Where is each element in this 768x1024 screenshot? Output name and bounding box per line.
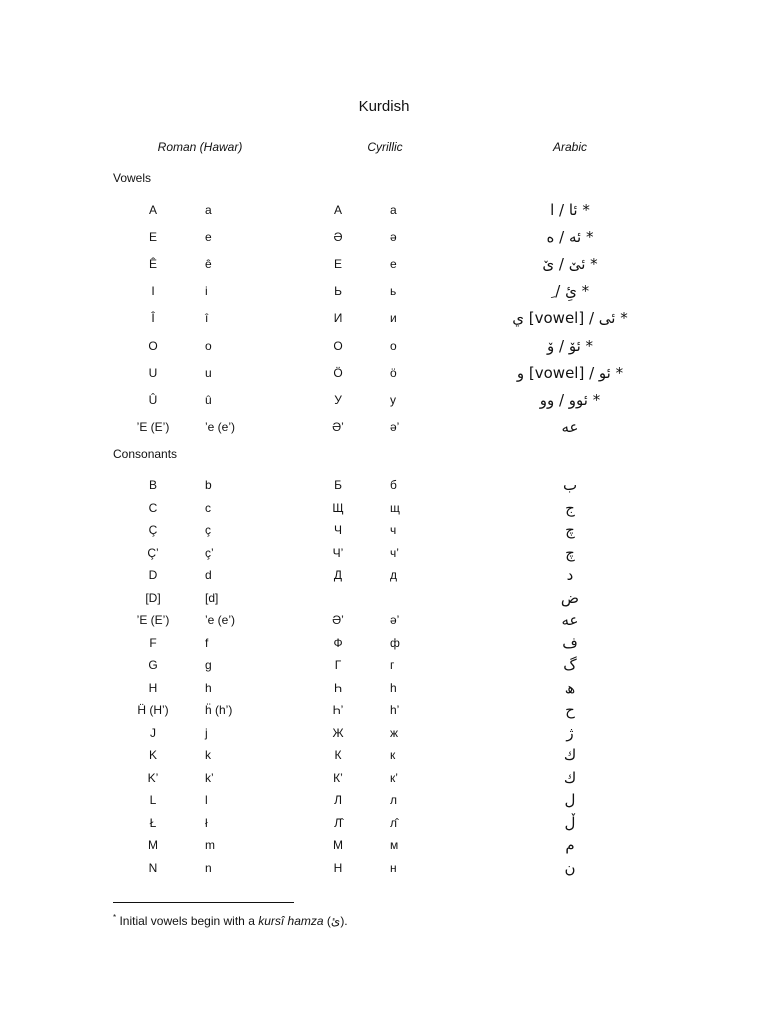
- arabic-cell: ف: [562, 633, 578, 652]
- roman-upper-cell: [D]: [145, 590, 161, 605]
- cyrillic-lower-cell: к: [390, 748, 396, 762]
- cyrillic-lower-cell: и: [390, 311, 397, 326]
- cyrillic-lower-cell: ә: [390, 230, 397, 245]
- cyrillic-upper-cell: Н: [333, 860, 343, 875]
- roman-upper-cell: K’: [147, 770, 159, 785]
- cyrillic-upper-cell: К’: [333, 770, 343, 785]
- cyrillic-lower-cell: ь: [390, 284, 397, 299]
- cyrillic-lower-cell: ч’: [390, 545, 399, 560]
- table-row: [0, 722, 768, 744]
- column-header-cyrillic: Cyrillic: [367, 140, 403, 154]
- table-row: [0, 587, 768, 609]
- cyrillic-upper-cell: И: [333, 311, 343, 326]
- arabic-cell: * ئِ / ِ: [550, 282, 590, 301]
- arabic-cell: ل: [564, 791, 576, 809]
- column-header-roman: Roman (Hawar): [157, 140, 243, 154]
- cyrillic-upper-cell: Л̂: [334, 815, 342, 830]
- cyrillic-upper-cell: Б: [334, 478, 342, 492]
- roman-upper-cell: J: [150, 725, 156, 740]
- cyrillic-upper-cell: У: [334, 392, 342, 407]
- table-row: [0, 307, 768, 329]
- cyrillic-lower-cell: л̂: [390, 815, 398, 830]
- table-row: [0, 519, 768, 541]
- cyrillic-upper-cell: Ф: [333, 635, 343, 650]
- table-row: [0, 362, 768, 384]
- roman-lower-cell: k’: [205, 770, 214, 785]
- cyrillic-lower-cell: ч: [390, 523, 397, 537]
- roman-lower-cell: e: [205, 230, 212, 245]
- arabic-cell: * ئو / [vowel] و: [516, 363, 624, 382]
- arabic-cell: ھ: [564, 678, 576, 697]
- cyrillic-upper-cell: Ә: [333, 230, 343, 245]
- roman-lower-cell: i: [205, 284, 208, 299]
- table-row: [0, 542, 768, 564]
- roman-upper-cell: U: [148, 365, 158, 380]
- page-title: Kurdish: [358, 98, 410, 115]
- roman-lower-cell: n: [205, 860, 212, 875]
- roman-lower-cell: î: [205, 311, 209, 326]
- roman-lower-cell: a: [205, 203, 212, 217]
- roman-lower-cell: f: [205, 635, 209, 650]
- table-row: [0, 416, 768, 438]
- roman-lower-cell: û: [205, 392, 212, 407]
- arabic-cell: * ئا / ا: [550, 201, 590, 219]
- roman-upper-cell: Ç’: [147, 545, 159, 560]
- roman-lower-cell: [d]: [205, 590, 219, 605]
- table-row: [0, 497, 768, 519]
- table-row: [0, 335, 768, 357]
- roman-lower-cell: o: [205, 338, 212, 353]
- table-row: [0, 609, 768, 631]
- roman-upper-cell: D: [148, 568, 158, 582]
- cyrillic-lower-cell: һ: [390, 680, 397, 695]
- cyrillic-upper-cell: Щ: [332, 500, 344, 515]
- roman-upper-cell: K: [148, 748, 157, 762]
- table-row: [0, 744, 768, 766]
- arabic-cell: * ئێ / ێ: [542, 255, 598, 274]
- cyrillic-upper-cell: А: [333, 203, 342, 217]
- arabic-cell: ڵ: [564, 813, 576, 832]
- table-row: [0, 834, 768, 856]
- cyrillic-upper-cell: Г: [334, 658, 342, 672]
- arabic-cell: چ: [565, 543, 575, 562]
- arabic-cell: * ئۆ / ۆ: [546, 336, 594, 355]
- roman-lower-cell: d: [205, 568, 212, 582]
- footnote-divider: [113, 902, 294, 903]
- roman-upper-cell: G: [148, 658, 158, 672]
- table-row: [0, 280, 768, 302]
- roman-upper-cell: ’E (E’): [136, 613, 170, 627]
- cyrillic-lower-cell: г: [390, 658, 395, 672]
- roman-upper-cell: M: [148, 838, 158, 852]
- arabic-cell: گ: [563, 656, 577, 674]
- cyrillic-upper-cell: Д: [333, 568, 343, 582]
- roman-lower-cell: c: [205, 500, 211, 515]
- roman-lower-cell: m: [205, 838, 215, 852]
- table-row: [0, 677, 768, 699]
- cyrillic-lower-cell: а: [390, 203, 397, 217]
- arabic-cell: عه: [561, 417, 579, 436]
- roman-upper-cell: H: [148, 680, 158, 695]
- table-row: [0, 857, 768, 879]
- cyrillic-upper-cell: Ö: [333, 365, 343, 380]
- arabic-cell: * ئه / ه: [546, 228, 594, 247]
- cyrillic-upper-cell: К: [334, 748, 342, 762]
- cyrillic-upper-cell: Ә’: [332, 613, 344, 627]
- roman-upper-cell: N: [148, 860, 158, 875]
- cyrillic-lower-cell: щ: [390, 500, 400, 515]
- cyrillic-upper-cell: Е: [333, 257, 342, 272]
- arabic-cell: * ئی / [vowel] ي: [512, 309, 628, 328]
- cyrillic-lower-cell: о: [390, 338, 397, 353]
- arabic-cell: م: [565, 836, 575, 854]
- section-heading-consonants: Consonants: [113, 447, 178, 461]
- cyrillic-upper-cell: Ж: [332, 725, 344, 740]
- table-row: [0, 812, 768, 834]
- arabic-cell: چ: [565, 521, 575, 539]
- table-row: [0, 654, 768, 676]
- cyrillic-lower-cell: л: [390, 793, 398, 807]
- cyrillic-lower-cell: м: [390, 838, 399, 852]
- cyrillic-upper-cell: Һ’: [332, 703, 344, 717]
- table-row: [0, 564, 768, 586]
- cyrillic-upper-cell: Ч: [334, 523, 342, 537]
- cyrillic-lower-cell: ф: [390, 635, 400, 650]
- cyrillic-lower-cell: ә’: [390, 613, 400, 627]
- arabic-cell: ح: [565, 701, 575, 719]
- table-row: [0, 389, 768, 411]
- table-row: [0, 789, 768, 811]
- cyrillic-lower-cell: н: [390, 860, 397, 875]
- roman-upper-cell: C: [148, 500, 158, 515]
- cyrillic-upper-cell: Ә’: [332, 419, 344, 434]
- arabic-cell: ج: [565, 498, 575, 517]
- arabic-cell: ض: [560, 588, 580, 607]
- roman-upper-cell: Ł: [149, 815, 157, 830]
- roman-upper-cell: Î: [151, 311, 155, 326]
- cyrillic-upper-cell: М: [333, 838, 343, 852]
- roman-upper-cell: Û: [148, 392, 158, 407]
- roman-lower-cell: ’e (e’): [205, 613, 236, 627]
- roman-upper-cell: E: [148, 230, 157, 245]
- cyrillic-upper-cell: Һ: [334, 680, 342, 695]
- roman-upper-cell: Ç: [148, 523, 158, 537]
- table-row: [0, 226, 768, 248]
- cyrillic-lower-cell: ö: [390, 365, 397, 380]
- cyrillic-lower-cell: ж: [390, 725, 399, 740]
- roman-lower-cell: ’e (e’): [205, 419, 236, 434]
- arabic-cell: ك: [563, 746, 577, 764]
- cyrillic-upper-cell: Ь: [334, 284, 342, 299]
- table-row: [0, 632, 768, 654]
- roman-upper-cell: Ê: [148, 257, 157, 272]
- roman-upper-cell: L: [149, 793, 157, 807]
- roman-lower-cell: ç’: [205, 545, 214, 560]
- footnote-italic-term: kursî hamza: [258, 914, 324, 928]
- table-row: [0, 474, 768, 496]
- footnote-text-before: Initial vowels begin with a: [116, 914, 259, 928]
- cyrillic-lower-cell: д: [390, 568, 398, 582]
- table-row: [0, 767, 768, 789]
- cyrillic-lower-cell: у: [390, 392, 396, 407]
- roman-upper-cell: O: [148, 338, 158, 353]
- arabic-cell: ن: [564, 858, 576, 877]
- table-row: [0, 199, 768, 221]
- roman-lower-cell: ê: [205, 257, 212, 272]
- roman-lower-cell: ł: [205, 815, 208, 830]
- arabic-cell: * ئوو / وو: [539, 390, 601, 409]
- column-header-arabic: Arabic: [552, 140, 587, 154]
- roman-upper-cell: I: [151, 284, 155, 299]
- roman-upper-cell: F: [149, 635, 157, 650]
- cyrillic-upper-cell: Ч’: [332, 545, 344, 560]
- roman-lower-cell: u: [205, 365, 212, 380]
- footnote: [113, 913, 348, 928]
- arabic-cell: ژ: [566, 723, 574, 742]
- roman-lower-cell: ç: [205, 523, 211, 537]
- cyrillic-lower-cell: е: [390, 257, 397, 272]
- cyrillic-upper-cell: О: [333, 338, 343, 353]
- roman-lower-cell: l: [205, 793, 208, 807]
- roman-lower-cell: g: [205, 658, 212, 672]
- cyrillic-lower-cell: һ’: [390, 703, 400, 717]
- cyrillic-lower-cell: ә’: [390, 419, 400, 434]
- roman-lower-cell: k: [205, 748, 211, 762]
- cyrillic-lower-cell: к’: [390, 770, 398, 785]
- roman-upper-cell: A: [148, 203, 157, 217]
- footnote-marker: *: [113, 913, 117, 922]
- arabic-cell: عه: [561, 611, 579, 629]
- roman-lower-cell: b: [205, 478, 212, 492]
- roman-upper-cell: Ḧ (H’): [137, 703, 169, 717]
- roman-upper-cell: ’E (E’): [136, 419, 170, 434]
- arabic-cell: د: [566, 566, 574, 584]
- table-row: [0, 253, 768, 275]
- footnote-text-after: (ئ).: [323, 914, 348, 928]
- roman-lower-cell: j: [205, 725, 208, 740]
- roman-lower-cell: ḧ (h’): [205, 703, 233, 717]
- cyrillic-lower-cell: б: [390, 478, 397, 492]
- section-heading-vowels: Vowels: [113, 171, 152, 185]
- roman-lower-cell: h: [205, 680, 212, 695]
- cyrillic-upper-cell: Л: [334, 793, 342, 807]
- roman-upper-cell: B: [148, 478, 157, 492]
- arabic-cell: ك: [563, 768, 577, 787]
- arabic-cell: ب: [562, 476, 578, 494]
- table-row: [0, 699, 768, 721]
